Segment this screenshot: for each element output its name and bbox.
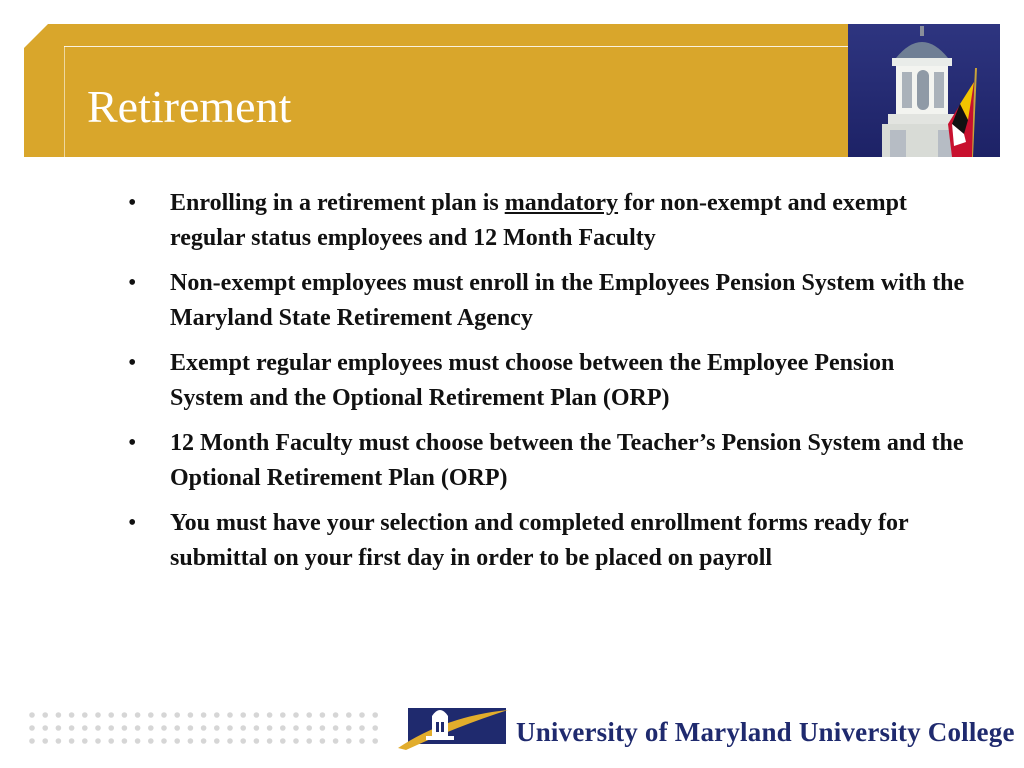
decorative-dot — [214, 725, 220, 731]
decorative-dot — [148, 712, 154, 718]
bullet-text: Exempt regular employees must choose between the Employee Pension System and the Optional Retirement Plan (ORP) — [170, 350, 895, 411]
bullet-text: Non-exempt employees must enroll in the Employees Pension System with the Maryland State Retirement Agency — [170, 270, 965, 331]
decorative-dot — [188, 738, 194, 744]
decorative-dot — [188, 712, 194, 718]
decorative-dot — [293, 725, 299, 731]
decorative-dot — [214, 712, 220, 718]
decorative-dot — [306, 725, 312, 731]
decorative-dot — [201, 738, 207, 744]
decorative-dot — [254, 725, 260, 731]
decorative-dot — [82, 738, 88, 744]
decorative-dot — [82, 712, 88, 718]
decorative-dot — [29, 725, 35, 731]
decorative-dot — [240, 738, 246, 744]
decorative-dot — [280, 725, 286, 731]
decorative-dot — [267, 725, 273, 731]
decorative-dot — [306, 738, 312, 744]
bullet-item — [128, 506, 968, 576]
banner-inner-line — [64, 46, 850, 47]
bullet-text: Enrolling in a retirement plan is — [170, 190, 505, 216]
decorative-dot — [240, 725, 246, 731]
banner-corner-bevel — [24, 24, 48, 48]
decorative-dot — [293, 738, 299, 744]
slide-title: Retirement — [87, 81, 292, 132]
decorative-dot — [359, 738, 365, 744]
decorative-dot — [161, 712, 167, 718]
decorative-dot — [174, 712, 180, 718]
decorative-dot — [333, 738, 339, 744]
bullet-glyph: • — [128, 510, 137, 536]
bullet-item — [128, 266, 968, 336]
dot-pattern-decoration — [28, 710, 388, 746]
bullet-text: You must have your selection and completed enrollment forms ready for submittal on your first day in order to be placed on payroll — [170, 510, 909, 571]
decorative-dot — [42, 738, 48, 744]
decorative-dot — [280, 738, 286, 744]
decorative-dot — [29, 712, 35, 718]
decorative-dot — [122, 738, 128, 744]
decorative-dot — [148, 738, 154, 744]
decorative-dot — [359, 725, 365, 731]
decorative-dot — [108, 712, 114, 718]
decorative-dot — [95, 712, 101, 718]
decorative-dot — [148, 725, 154, 731]
decorative-dot — [135, 725, 141, 731]
decorative-dot — [280, 712, 286, 718]
decorative-dot — [346, 725, 352, 731]
bullet-glyph: • — [128, 190, 137, 216]
decorative-dot — [240, 712, 246, 718]
decorative-dot — [42, 725, 48, 731]
decorative-dot — [42, 712, 48, 718]
decorative-dot — [161, 738, 167, 744]
decorative-dot — [135, 738, 141, 744]
decorative-dot — [69, 725, 75, 731]
decorative-dot — [346, 712, 352, 718]
decorative-dot — [254, 712, 260, 718]
bullet-item — [128, 186, 968, 256]
decorative-dot — [267, 712, 273, 718]
institution-name: University of Maryland University College — [516, 717, 1015, 747]
decorative-dot — [135, 712, 141, 718]
decorative-dot — [69, 712, 75, 718]
bullet-glyph: • — [128, 350, 137, 376]
decorative-dot — [201, 712, 207, 718]
decorative-dot — [372, 725, 378, 731]
decorative-dot — [161, 725, 167, 731]
decorative-dot — [174, 738, 180, 744]
bullet-emphasis: mandatory — [504, 190, 619, 216]
bullet-glyph: • — [128, 430, 137, 456]
decorative-dot — [69, 738, 75, 744]
decorative-dot — [320, 712, 326, 718]
decorative-dot — [82, 725, 88, 731]
decorative-dot — [95, 738, 101, 744]
decorative-dot — [227, 725, 233, 731]
decorative-dot — [29, 738, 35, 744]
decorative-dot — [267, 738, 273, 744]
decorative-dot — [188, 725, 194, 731]
decorative-dot — [56, 738, 62, 744]
decorative-dot — [306, 712, 312, 718]
decorative-dot — [122, 712, 128, 718]
banner-inner-line-vertical — [64, 46, 65, 157]
decorative-dot — [293, 712, 299, 718]
decorative-dot — [346, 738, 352, 744]
bullet-glyph: • — [128, 270, 137, 296]
bullet-text: for non-exempt and exempt regular status employees and 12 Month Faculty — [170, 190, 907, 251]
decorative-dot — [56, 725, 62, 731]
decorative-dot — [214, 738, 220, 744]
decorative-dot — [254, 738, 260, 744]
clock-tower-photo — [848, 24, 1000, 157]
decorative-dot — [95, 725, 101, 731]
decorative-dot — [372, 738, 378, 744]
bullet-item — [128, 346, 968, 416]
decorative-dot — [108, 738, 114, 744]
decorative-dot — [333, 712, 339, 718]
decorative-dot — [56, 712, 62, 718]
decorative-dot — [320, 725, 326, 731]
umuc-logo-icon — [398, 696, 510, 752]
decorative-dot — [108, 725, 114, 731]
bullet-text: 12 Month Faculty must choose between the Teacher’s Pension System and the Optional Retirement Plan (ORP) — [170, 430, 964, 491]
decorative-dot — [372, 712, 378, 718]
decorative-dot — [122, 725, 128, 731]
decorative-dot — [227, 712, 233, 718]
bullet-item — [128, 426, 968, 496]
decorative-dot — [320, 738, 326, 744]
decorative-dot — [333, 725, 339, 731]
decorative-dot — [227, 738, 233, 744]
decorative-dot — [359, 712, 365, 718]
decorative-dot — [201, 725, 207, 731]
bullet-list — [128, 186, 968, 586]
decorative-dot — [174, 725, 180, 731]
